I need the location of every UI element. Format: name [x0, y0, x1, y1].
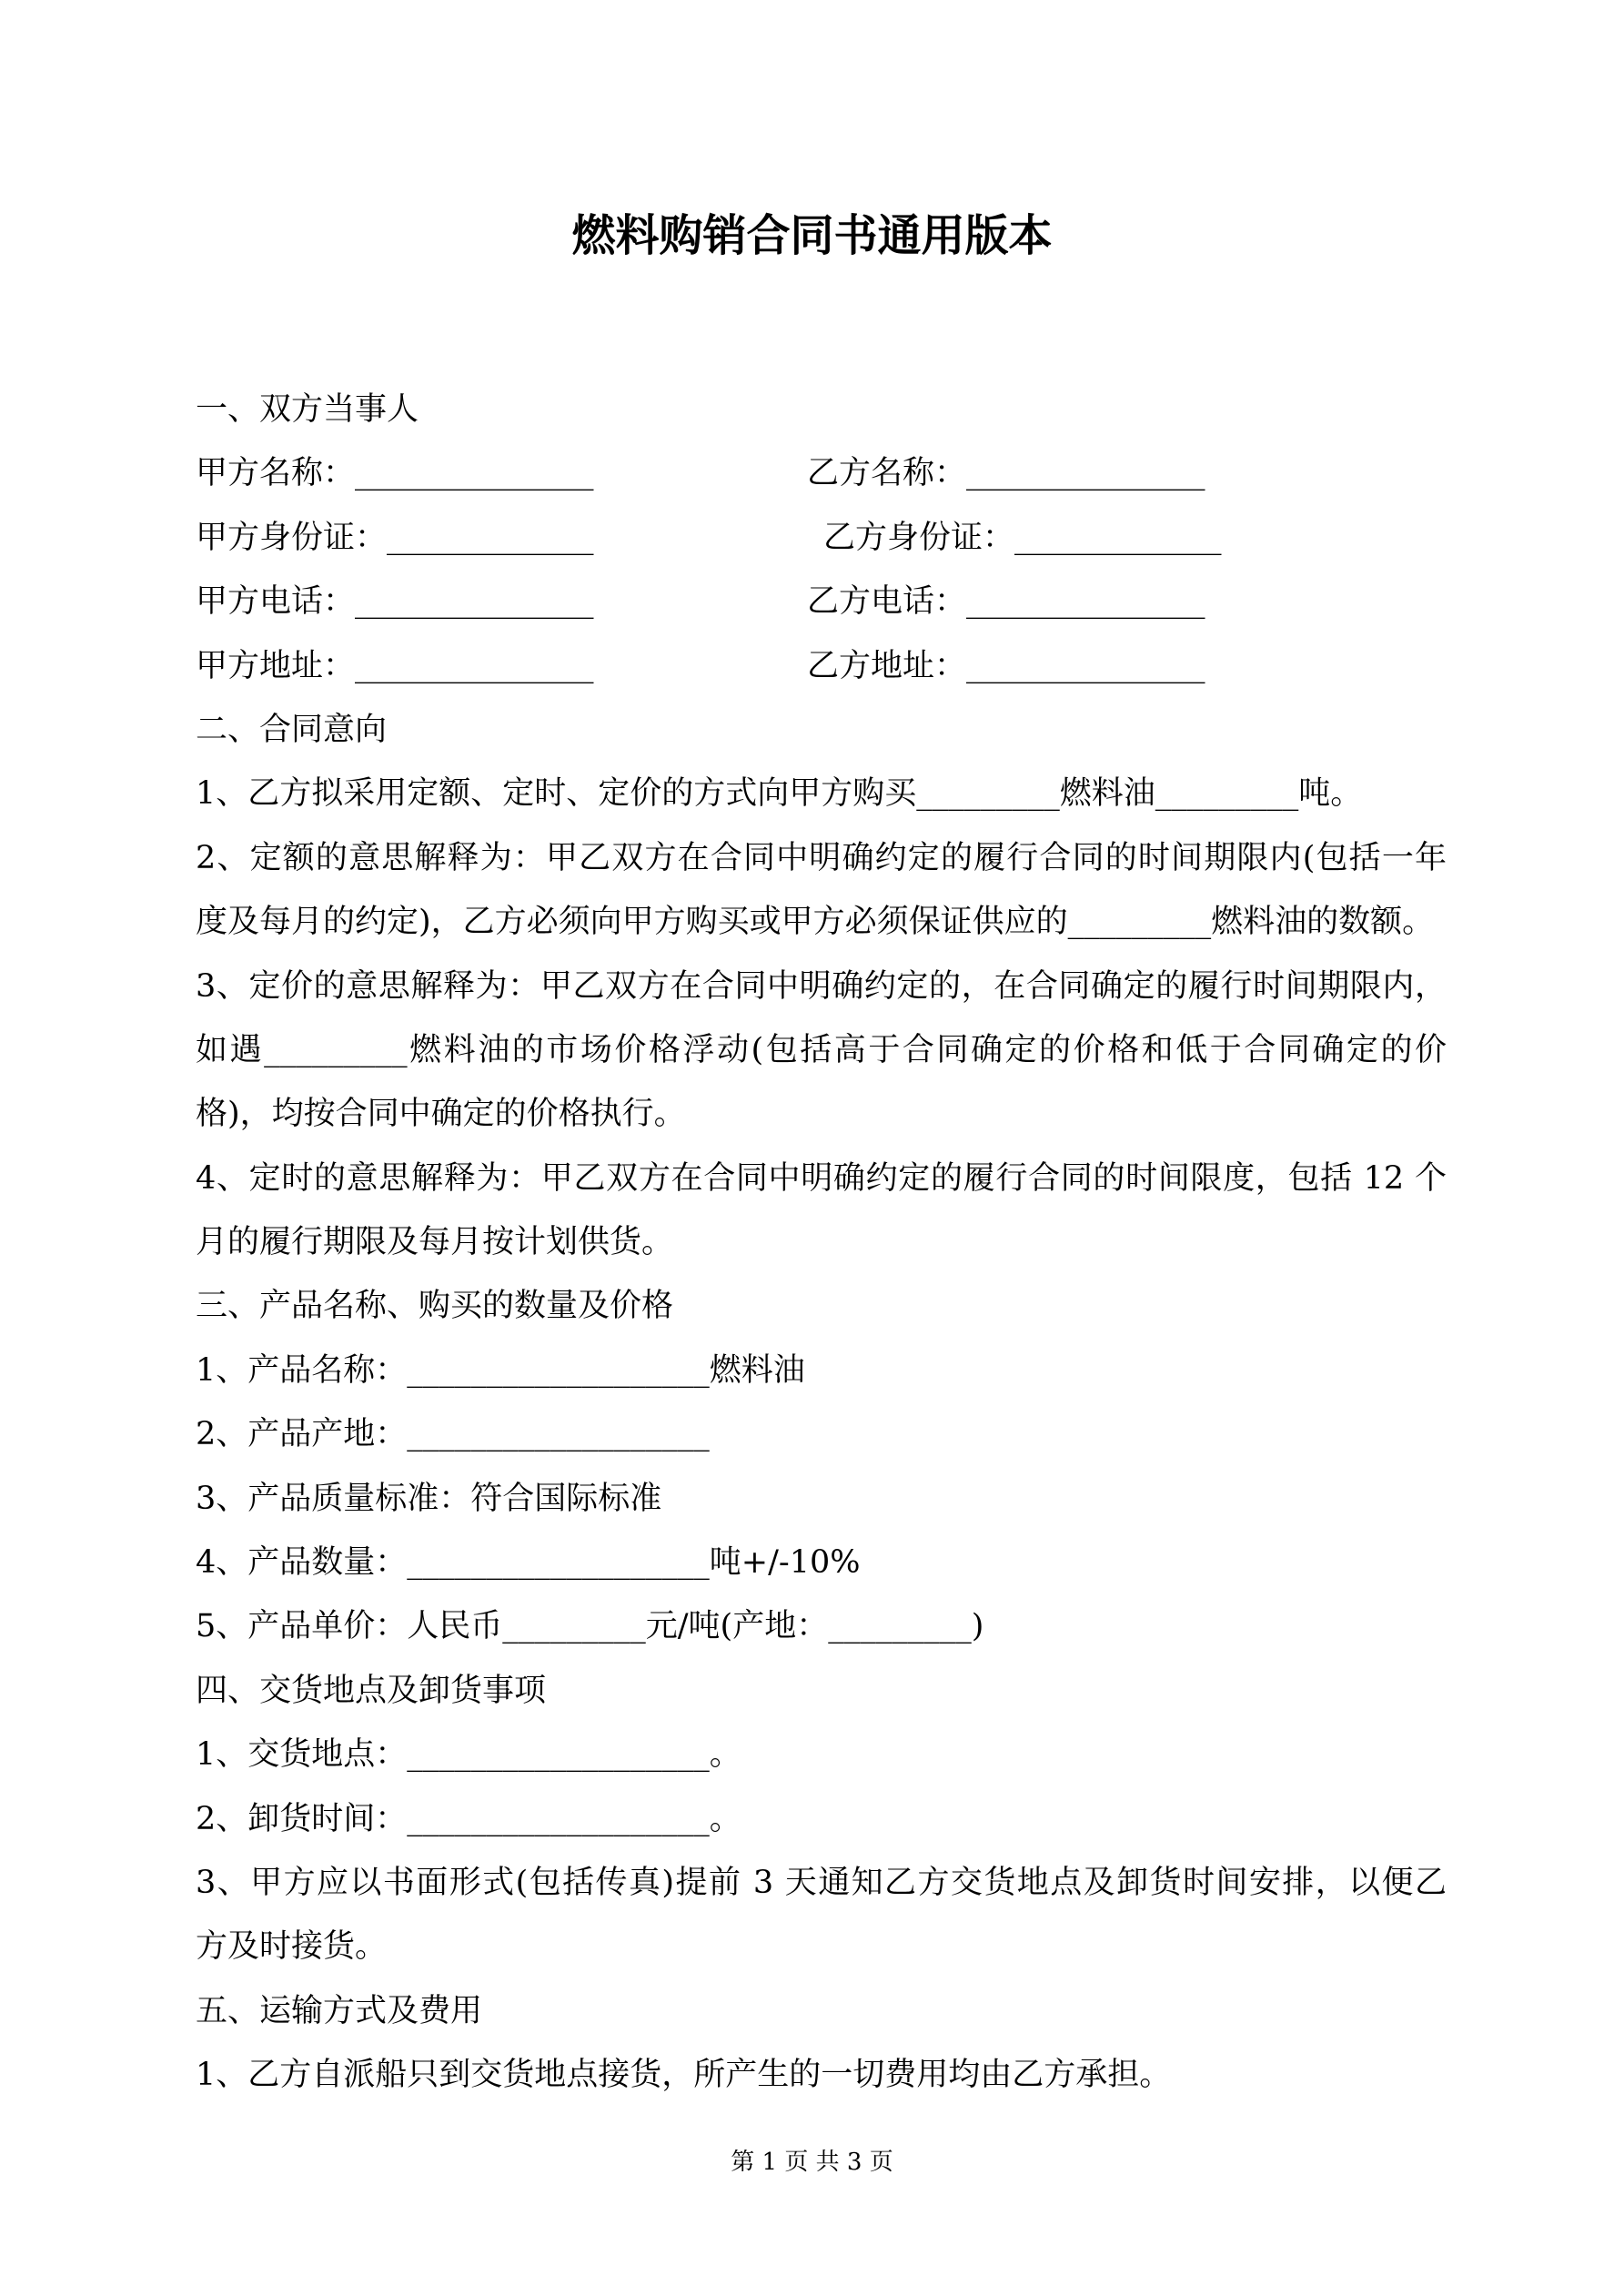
clause-line: 4、定时的意思解释为：甲乙双方在合同中明确约定的履行合同的时间限度，包括 12 个	[196, 1159, 1447, 1197]
clause-line: 4、产品数量：___________________吨+/-10%	[196, 1544, 861, 1582]
clause-line: 如遇_________燃料油的市场价格浮动(包括高于合同确定的价格和低于合同确定的价	[196, 1031, 1447, 1068]
clause-line: 1、产品名称：___________________燃料油	[196, 1351, 805, 1389]
clause-line: 2、产品产地：___________________	[196, 1416, 710, 1453]
party-b-address: 乙方地址：_______________	[807, 647, 1205, 684]
clause-line: 3、定价的意思解释为：甲乙双方在合同中明确约定的，在合同确定的履行时间期限内，	[196, 967, 1447, 1005]
party-row-address	[196, 634, 1447, 698]
party-row-id	[196, 506, 1447, 570]
contract-body	[196, 378, 1447, 2108]
clause-line: 方及时接货。	[196, 1928, 388, 1966]
party-a-name: 甲方名称：_______________	[196, 455, 594, 492]
section-heading: 五、运输方式及费用	[196, 1992, 483, 2029]
party-row-phone	[196, 570, 1447, 633]
clause-line: 1、交货地点：___________________。	[196, 1736, 741, 1774]
party-b-id: 乙方身份证：_____________	[823, 519, 1222, 556]
party-a-phone: 甲方电话：_______________	[196, 583, 594, 621]
clause-line: 月的履行期限及每月按计划供货。	[196, 1224, 674, 1261]
document-title: 燃料购销合同书通用版本	[571, 210, 1053, 261]
clause-line: 3、甲方应以书面形式(包括传真)提前 3 天通知乙方交货地点及卸货时间安排，以便乙	[196, 1864, 1447, 1901]
party-b-name: 乙方名称：_______________	[807, 455, 1205, 492]
party-b-phone: 乙方电话：_______________	[807, 583, 1205, 621]
party-row-name	[196, 441, 1447, 505]
clause-line: 1、乙方自派船只到交货地点接货，所产生的一切费用均由乙方承担。	[196, 2057, 1172, 2094]
section-heading: 三、产品名称、购买的数量及价格	[196, 1288, 674, 1325]
clause-line: 1、乙方拟采用定额、定时、定价的方式向甲方购买_________燃料油_________吨。	[196, 775, 1363, 813]
clause-line: 3、产品质量标准：符合国际标准	[196, 1480, 662, 1517]
section-heading: 一、双方当事人	[196, 391, 419, 428]
clause-line: 格)，均按合同中确定的价格执行。	[196, 1096, 686, 1133]
page-number: 第 1 页 共 3 页	[731, 2149, 893, 2176]
clause-line: 5、产品单价：人民币_________元/吨(产地：_________)	[196, 1608, 984, 1645]
section-heading: 二、合同意向	[196, 711, 388, 748]
clause-line: 2、定额的意思解释为：甲乙双方在合同中明确约定的履行合同的时间期限内(包括一年	[196, 839, 1447, 876]
clause-line: 度及每月的约定)，乙方必须向甲方购买或甲方必须保证供应的_________燃料油的数额。	[196, 904, 1435, 941]
section-heading: 四、交货地点及卸货事项	[196, 1672, 547, 1709]
party-a-address: 甲方地址：_______________	[196, 647, 594, 684]
party-a-id: 甲方身份证：_____________	[196, 519, 594, 556]
clause-line: 2、卸货时间：___________________。	[196, 1800, 741, 1837]
